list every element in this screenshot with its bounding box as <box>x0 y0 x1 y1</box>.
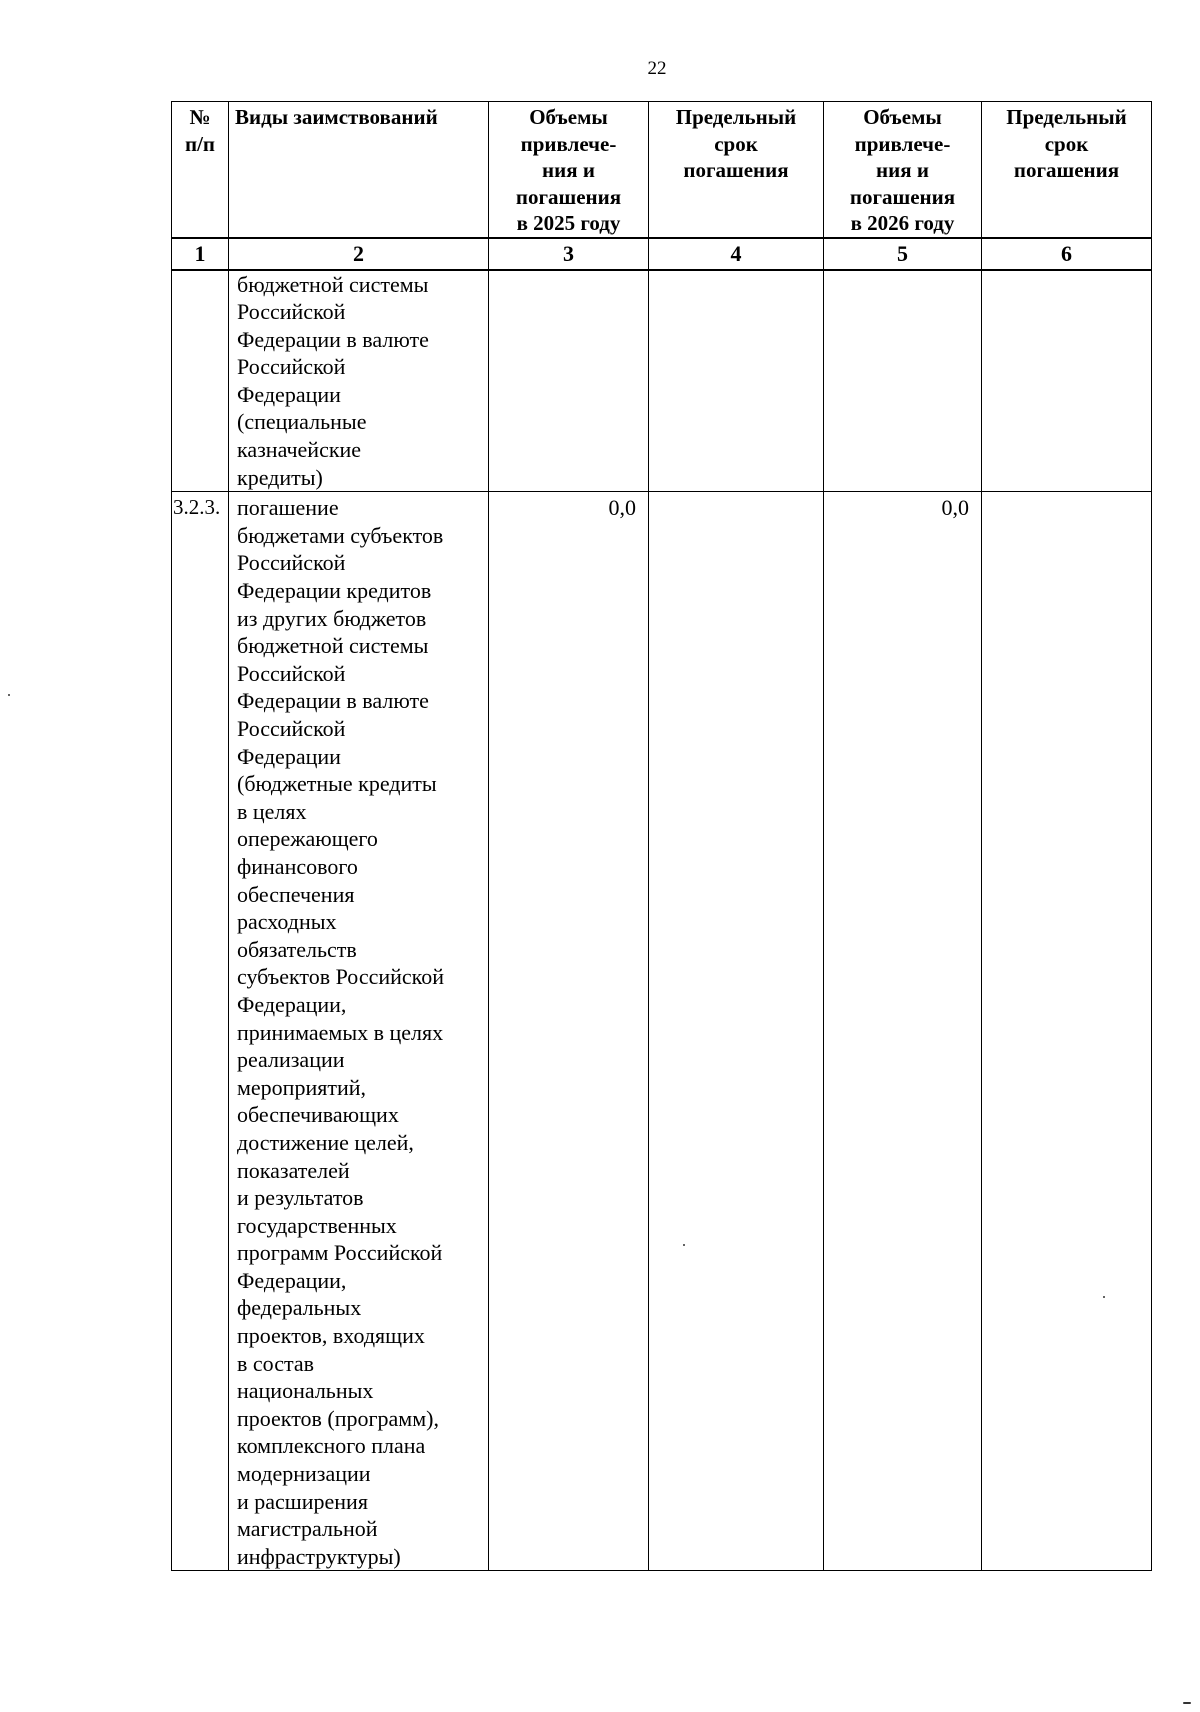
scan-speck <box>683 1244 685 1246</box>
scan-speck <box>8 694 10 696</box>
column-number: 3 <box>489 238 649 270</box>
header-term-2026: Предельный срок погашения <box>982 102 1152 238</box>
row-term-2025 <box>649 270 824 492</box>
scan-speck <box>1103 1296 1105 1298</box>
header-term-2025: Предельный срок погашения <box>649 102 824 238</box>
row-term-2025 <box>649 492 824 1571</box>
borrowings-table <box>171 101 1152 1571</box>
row-volume-2026: 0,0 <box>824 492 982 1571</box>
table-row <box>172 492 1152 1571</box>
header-type: Виды заимствований <box>229 102 489 238</box>
row-term-2026 <box>982 492 1152 1571</box>
column-number: 2 <box>229 238 489 270</box>
row-code: 3.2.3. <box>172 492 229 1571</box>
row-code <box>172 270 229 492</box>
table-row <box>172 270 1152 492</box>
scan-speck <box>1183 1702 1191 1704</box>
row-volume-2026 <box>824 270 982 492</box>
page-number: 22 <box>647 58 667 79</box>
header-volume-2026: Объемы привлече- ния и погашения в 2026 году <box>824 102 982 238</box>
header-row <box>172 102 1152 238</box>
column-number: 1 <box>172 238 229 270</box>
column-number-row <box>172 238 1152 270</box>
row-description: бюджетной системы Российской Федерации в валюте Российской Федерации (специальные казначейские кредиты) <box>229 270 489 492</box>
column-number: 4 <box>649 238 824 270</box>
header-num: № п/п <box>172 102 229 238</box>
header-volume-2025: Объемы привлече- ния и погашения в 2025 году <box>489 102 649 238</box>
row-volume-2025: 0,0 <box>489 492 649 1571</box>
row-description: погашение бюджетами субъектов Российской Федерации кредитов из других бюджетов бюджетной системы Российской Федерации в валюте Российской Федерации (бюджетные кредиты в целях опережающего финансового обеспечения расходных обязательств субъектов Российской Федерации, принимаемых в целях реализации мероприятий, обеспечивающих достижение целей, показателей и результатов государственных программ Российской Федерации, федеральных проектов, входящих в состав национальных проектов (программ), комплексного плана модернизации и расширения магистральной инфраструктуры) <box>229 492 489 1571</box>
column-number: 5 <box>824 238 982 270</box>
row-term-2026 <box>982 270 1152 492</box>
column-number: 6 <box>982 238 1152 270</box>
row-volume-2025 <box>489 270 649 492</box>
